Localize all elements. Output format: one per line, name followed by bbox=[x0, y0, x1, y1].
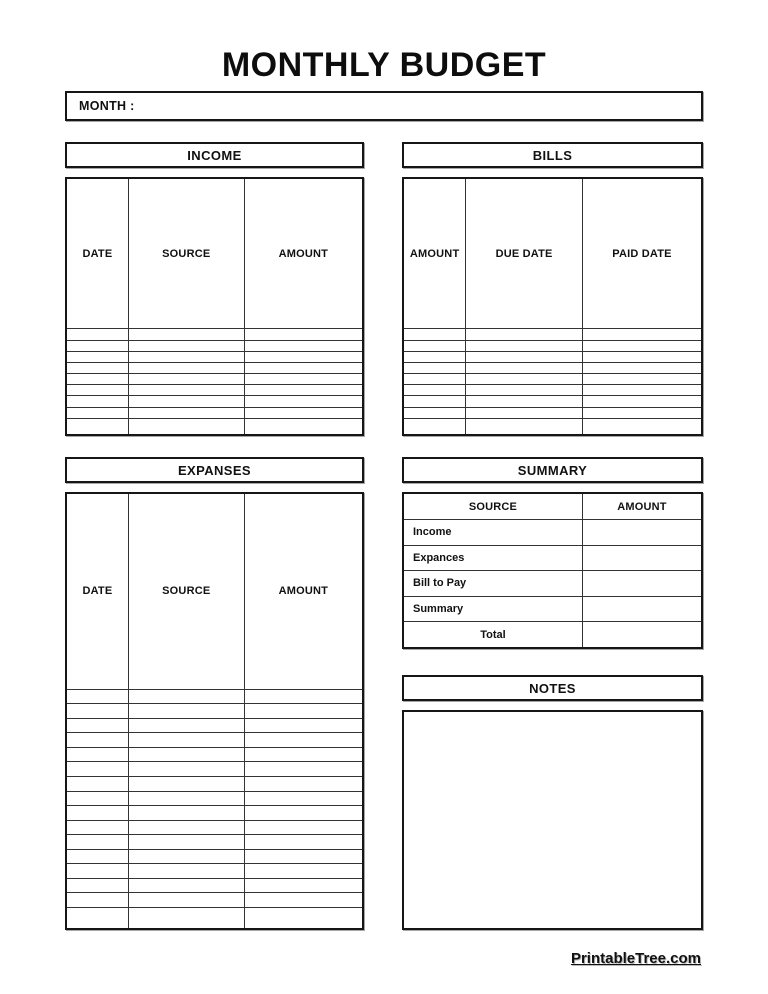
empty-cell bbox=[128, 329, 244, 340]
table-row bbox=[66, 689, 363, 704]
notes-box bbox=[402, 710, 703, 930]
column-header: AMOUNT bbox=[403, 178, 466, 329]
empty-cell bbox=[128, 407, 244, 418]
empty-cell bbox=[244, 776, 363, 791]
summary-row-label: Income bbox=[403, 520, 582, 546]
empty-cell bbox=[466, 351, 583, 362]
empty-cell bbox=[66, 849, 128, 864]
empty-cell bbox=[466, 407, 583, 418]
empty-cell bbox=[403, 351, 466, 362]
column-header: AMOUNT bbox=[582, 493, 702, 519]
table-row bbox=[66, 374, 363, 385]
empty-cell bbox=[128, 418, 244, 435]
empty-cell bbox=[66, 893, 128, 908]
empty-cell bbox=[582, 362, 702, 373]
empty-cell bbox=[66, 762, 128, 777]
empty-cell bbox=[582, 407, 702, 418]
empty-cell bbox=[582, 596, 702, 622]
table-row bbox=[66, 878, 363, 893]
empty-cell bbox=[66, 747, 128, 762]
table-row bbox=[66, 791, 363, 806]
empty-cell bbox=[66, 820, 128, 835]
bills-section-title: BILLS bbox=[532, 147, 573, 163]
summary-row-label: Expances bbox=[403, 545, 582, 571]
table-row bbox=[66, 806, 363, 821]
empty-cell bbox=[244, 820, 363, 835]
empty-cell bbox=[128, 718, 244, 733]
empty-cell bbox=[66, 329, 128, 340]
empty-cell bbox=[128, 791, 244, 806]
table-row bbox=[403, 596, 702, 622]
empty-cell bbox=[244, 849, 363, 864]
empty-cell bbox=[66, 362, 128, 373]
column-header: SOURCE bbox=[128, 178, 244, 329]
income-table bbox=[65, 177, 364, 436]
summary-row-label: Bill to Pay bbox=[403, 571, 582, 597]
empty-cell bbox=[66, 407, 128, 418]
empty-cell bbox=[128, 835, 244, 850]
expanses-section-header bbox=[65, 457, 364, 483]
empty-cell bbox=[244, 396, 363, 407]
empty-cell bbox=[582, 520, 702, 546]
empty-cell bbox=[128, 878, 244, 893]
table-row bbox=[66, 849, 363, 864]
empty-cell bbox=[66, 351, 128, 362]
column-header: AMOUNT bbox=[244, 178, 363, 329]
left-column bbox=[65, 142, 364, 930]
empty-cell bbox=[582, 374, 702, 385]
empty-cell bbox=[66, 396, 128, 407]
empty-cell bbox=[66, 776, 128, 791]
notes-section-title: NOTES bbox=[529, 680, 576, 696]
table-row bbox=[66, 329, 363, 340]
empty-cell bbox=[128, 396, 244, 407]
empty-cell bbox=[244, 791, 363, 806]
empty-cell bbox=[466, 385, 583, 396]
table-row bbox=[66, 835, 363, 850]
empty-cell bbox=[128, 351, 244, 362]
empty-cell bbox=[128, 733, 244, 748]
empty-cell bbox=[244, 762, 363, 777]
empty-cell bbox=[466, 362, 583, 373]
empty-cell bbox=[403, 329, 466, 340]
empty-cell bbox=[66, 791, 128, 806]
empty-cell bbox=[244, 407, 363, 418]
empty-cell bbox=[244, 385, 363, 396]
table-row bbox=[66, 820, 363, 835]
page-title: MONTHLY BUDGET bbox=[221, 46, 547, 84]
empty-cell bbox=[244, 747, 363, 762]
table-row bbox=[403, 374, 702, 385]
table-row bbox=[403, 520, 702, 546]
empty-cell bbox=[66, 878, 128, 893]
empty-cell bbox=[66, 385, 128, 396]
footer-link[interactable]: PrintableTree.com bbox=[570, 950, 701, 968]
empty-cell bbox=[582, 351, 702, 362]
empty-cell bbox=[128, 820, 244, 835]
table-row bbox=[66, 864, 363, 879]
total-row bbox=[403, 622, 702, 649]
table-row bbox=[66, 893, 363, 908]
table-row bbox=[403, 407, 702, 418]
empty-cell bbox=[244, 418, 363, 435]
empty-cell bbox=[244, 878, 363, 893]
header-row bbox=[403, 178, 702, 329]
empty-cell bbox=[128, 776, 244, 791]
empty-cell bbox=[582, 396, 702, 407]
empty-cell bbox=[128, 893, 244, 908]
table-row bbox=[403, 571, 702, 597]
month-field bbox=[65, 91, 703, 121]
empty-cell bbox=[66, 689, 128, 704]
empty-cell bbox=[582, 385, 702, 396]
table-row bbox=[66, 733, 363, 748]
empty-cell bbox=[244, 733, 363, 748]
content-columns bbox=[65, 142, 703, 930]
summary-row-label: Summary bbox=[403, 596, 582, 622]
table-row bbox=[403, 545, 702, 571]
empty-cell bbox=[403, 407, 466, 418]
empty-cell bbox=[582, 545, 702, 571]
empty-cell bbox=[466, 340, 583, 351]
empty-cell bbox=[244, 340, 363, 351]
empty-cell bbox=[244, 718, 363, 733]
empty-cell bbox=[66, 374, 128, 385]
table-row bbox=[66, 385, 363, 396]
empty-cell bbox=[128, 340, 244, 351]
table-row bbox=[403, 418, 702, 435]
empty-cell bbox=[466, 396, 583, 407]
empty-cell bbox=[66, 718, 128, 733]
bills-section-header bbox=[402, 142, 703, 168]
empty-cell bbox=[244, 907, 363, 929]
empty-cell bbox=[466, 329, 583, 340]
month-value bbox=[135, 93, 689, 119]
empty-cell bbox=[582, 418, 702, 435]
column-header: SOURCE bbox=[403, 493, 582, 519]
empty-cell bbox=[582, 571, 702, 597]
empty-cell bbox=[244, 893, 363, 908]
empty-cell bbox=[244, 689, 363, 704]
empty-cell bbox=[66, 907, 128, 929]
table-row bbox=[403, 329, 702, 340]
empty-cell bbox=[128, 762, 244, 777]
empty-cell bbox=[244, 835, 363, 850]
table-row bbox=[66, 718, 363, 733]
table-row bbox=[66, 351, 363, 362]
header-row bbox=[66, 178, 363, 329]
empty-cell bbox=[403, 374, 466, 385]
empty-cell bbox=[244, 704, 363, 719]
table-row bbox=[66, 407, 363, 418]
empty-cell bbox=[128, 747, 244, 762]
table-row bbox=[403, 362, 702, 373]
empty-cell bbox=[466, 374, 583, 385]
table-row bbox=[403, 340, 702, 351]
notes-section-header bbox=[402, 675, 703, 701]
empty-cell bbox=[582, 329, 702, 340]
empty-cell bbox=[403, 418, 466, 435]
empty-cell bbox=[244, 329, 363, 340]
summary-section-title: SUMMARY bbox=[517, 462, 588, 478]
empty-cell bbox=[403, 340, 466, 351]
table-row bbox=[66, 340, 363, 351]
table-row bbox=[403, 385, 702, 396]
empty-cell bbox=[128, 907, 244, 929]
empty-cell bbox=[128, 849, 244, 864]
income-section-title: INCOME bbox=[187, 147, 242, 163]
right-column bbox=[402, 142, 703, 930]
header-row bbox=[403, 493, 702, 519]
month-label: MONTH : bbox=[79, 99, 135, 114]
column-header: AMOUNT bbox=[244, 493, 363, 689]
table-row bbox=[66, 418, 363, 435]
summary-table bbox=[402, 492, 703, 649]
empty-cell bbox=[66, 704, 128, 719]
empty-cell bbox=[66, 418, 128, 435]
empty-cell bbox=[128, 704, 244, 719]
column-header: PAID DATE bbox=[582, 178, 702, 329]
empty-cell bbox=[244, 806, 363, 821]
table-row bbox=[66, 704, 363, 719]
table-row bbox=[66, 747, 363, 762]
empty-cell bbox=[244, 362, 363, 373]
empty-cell bbox=[66, 733, 128, 748]
table-row bbox=[66, 776, 363, 791]
table-row bbox=[66, 907, 363, 929]
footer bbox=[65, 950, 703, 968]
empty-cell bbox=[128, 806, 244, 821]
table-row bbox=[66, 362, 363, 373]
expanses-table bbox=[65, 492, 364, 930]
empty-cell bbox=[244, 374, 363, 385]
bills-table bbox=[402, 177, 703, 436]
expanses-section-title: EXPANSES bbox=[177, 462, 252, 478]
empty-cell bbox=[128, 689, 244, 704]
empty-cell bbox=[582, 340, 702, 351]
empty-cell bbox=[244, 864, 363, 879]
header-row bbox=[66, 493, 363, 689]
table-row bbox=[66, 762, 363, 777]
column-header: SOURCE bbox=[128, 493, 244, 689]
empty-cell bbox=[403, 362, 466, 373]
empty-cell bbox=[66, 340, 128, 351]
empty-cell bbox=[128, 374, 244, 385]
empty-cell bbox=[66, 806, 128, 821]
summary-total-label: Total bbox=[403, 622, 582, 649]
summary-section-header bbox=[402, 457, 703, 483]
table-row bbox=[403, 396, 702, 407]
empty-cell bbox=[582, 622, 702, 649]
income-section-header bbox=[65, 142, 364, 168]
empty-cell bbox=[244, 351, 363, 362]
empty-cell bbox=[403, 396, 466, 407]
empty-cell bbox=[66, 835, 128, 850]
table-row bbox=[66, 396, 363, 407]
empty-cell bbox=[128, 385, 244, 396]
empty-cell bbox=[66, 864, 128, 879]
empty-cell bbox=[128, 362, 244, 373]
empty-cell bbox=[466, 418, 583, 435]
empty-cell bbox=[128, 864, 244, 879]
column-header: DUE DATE bbox=[466, 178, 583, 329]
empty-cell bbox=[403, 385, 466, 396]
column-header: DATE bbox=[66, 493, 128, 689]
column-header: DATE bbox=[66, 178, 128, 329]
table-row bbox=[403, 351, 702, 362]
